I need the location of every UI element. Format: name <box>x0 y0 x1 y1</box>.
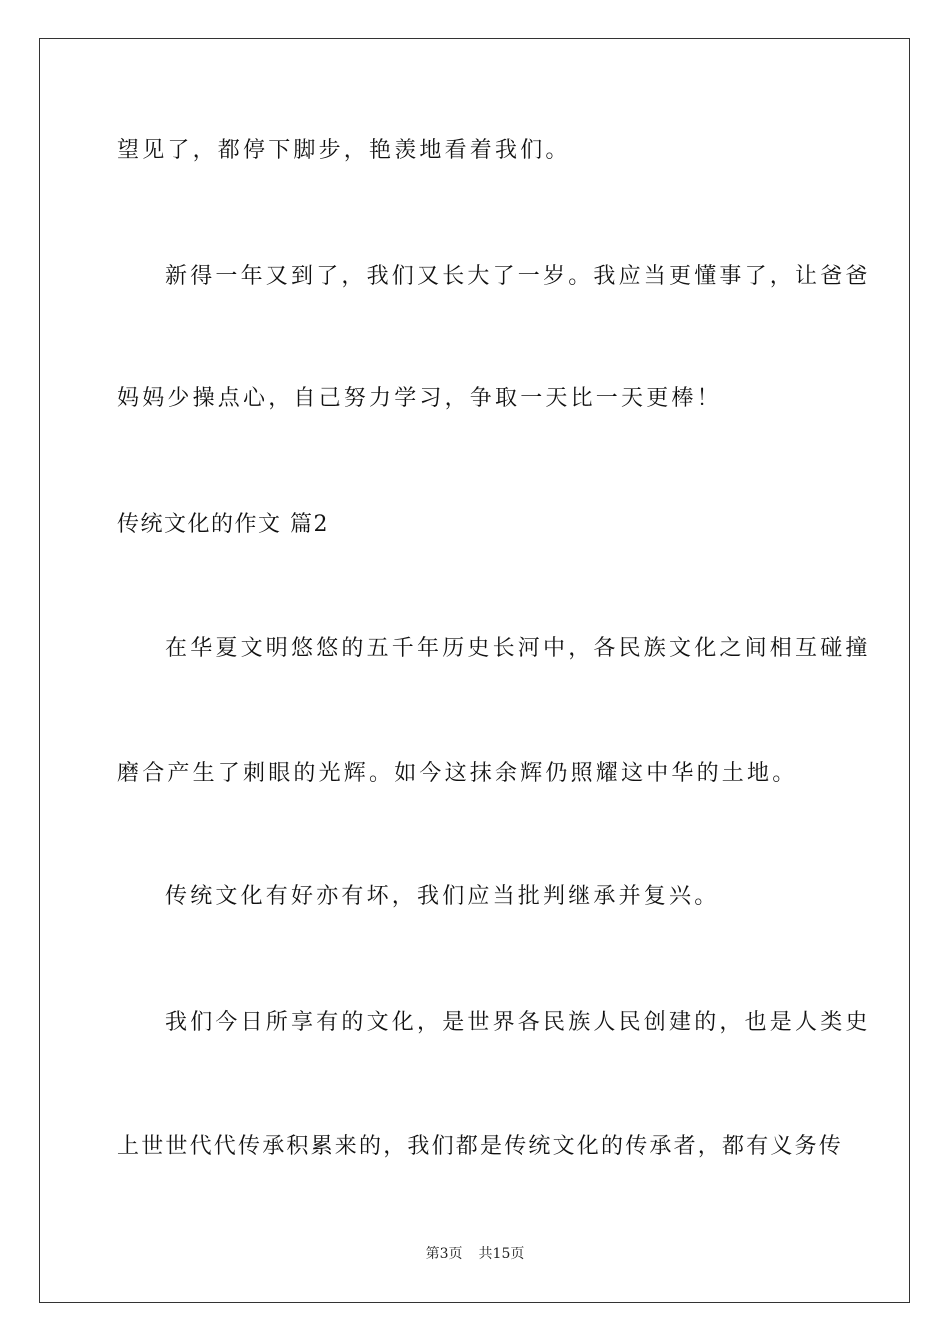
page-number: 第3页 <box>425 1246 463 1262</box>
page-border <box>39 38 910 1303</box>
body-line-7: 传统文化有好亦有坏，我们应当批判继承并复兴。 <box>165 884 720 909</box>
page-footer <box>0 1244 950 1264</box>
body-line-8: 我们今日所享有的文化，是世界各民族人民创建的，也是人类史 <box>165 1010 871 1035</box>
body-line-6: 磨合产生了刺眼的光辉。如今这抹余辉仍照耀这中华的土地。 <box>117 761 798 786</box>
page-total: 共15页 <box>478 1246 525 1262</box>
body-line-9: 上世世代代传承积累来的，我们都是传统文化的传承者，都有义务传 <box>117 1134 844 1159</box>
body-line-3: 妈妈少操点心，自己努力学习，争取一天比一天更棒！ <box>117 386 722 411</box>
body-line-5: 在华夏文明悠悠的五千年历史长河中，各民族文化之间相互碰撞 <box>165 636 871 661</box>
body-line-2: 新得一年又到了，我们又长大了一岁。我应当更懂事了，让爸爸 <box>165 264 871 289</box>
body-line-1: 望见了，都停下脚步，艳羡地看着我们。 <box>117 138 571 163</box>
section-heading: 传统文化的作文 篇2 <box>117 512 329 537</box>
